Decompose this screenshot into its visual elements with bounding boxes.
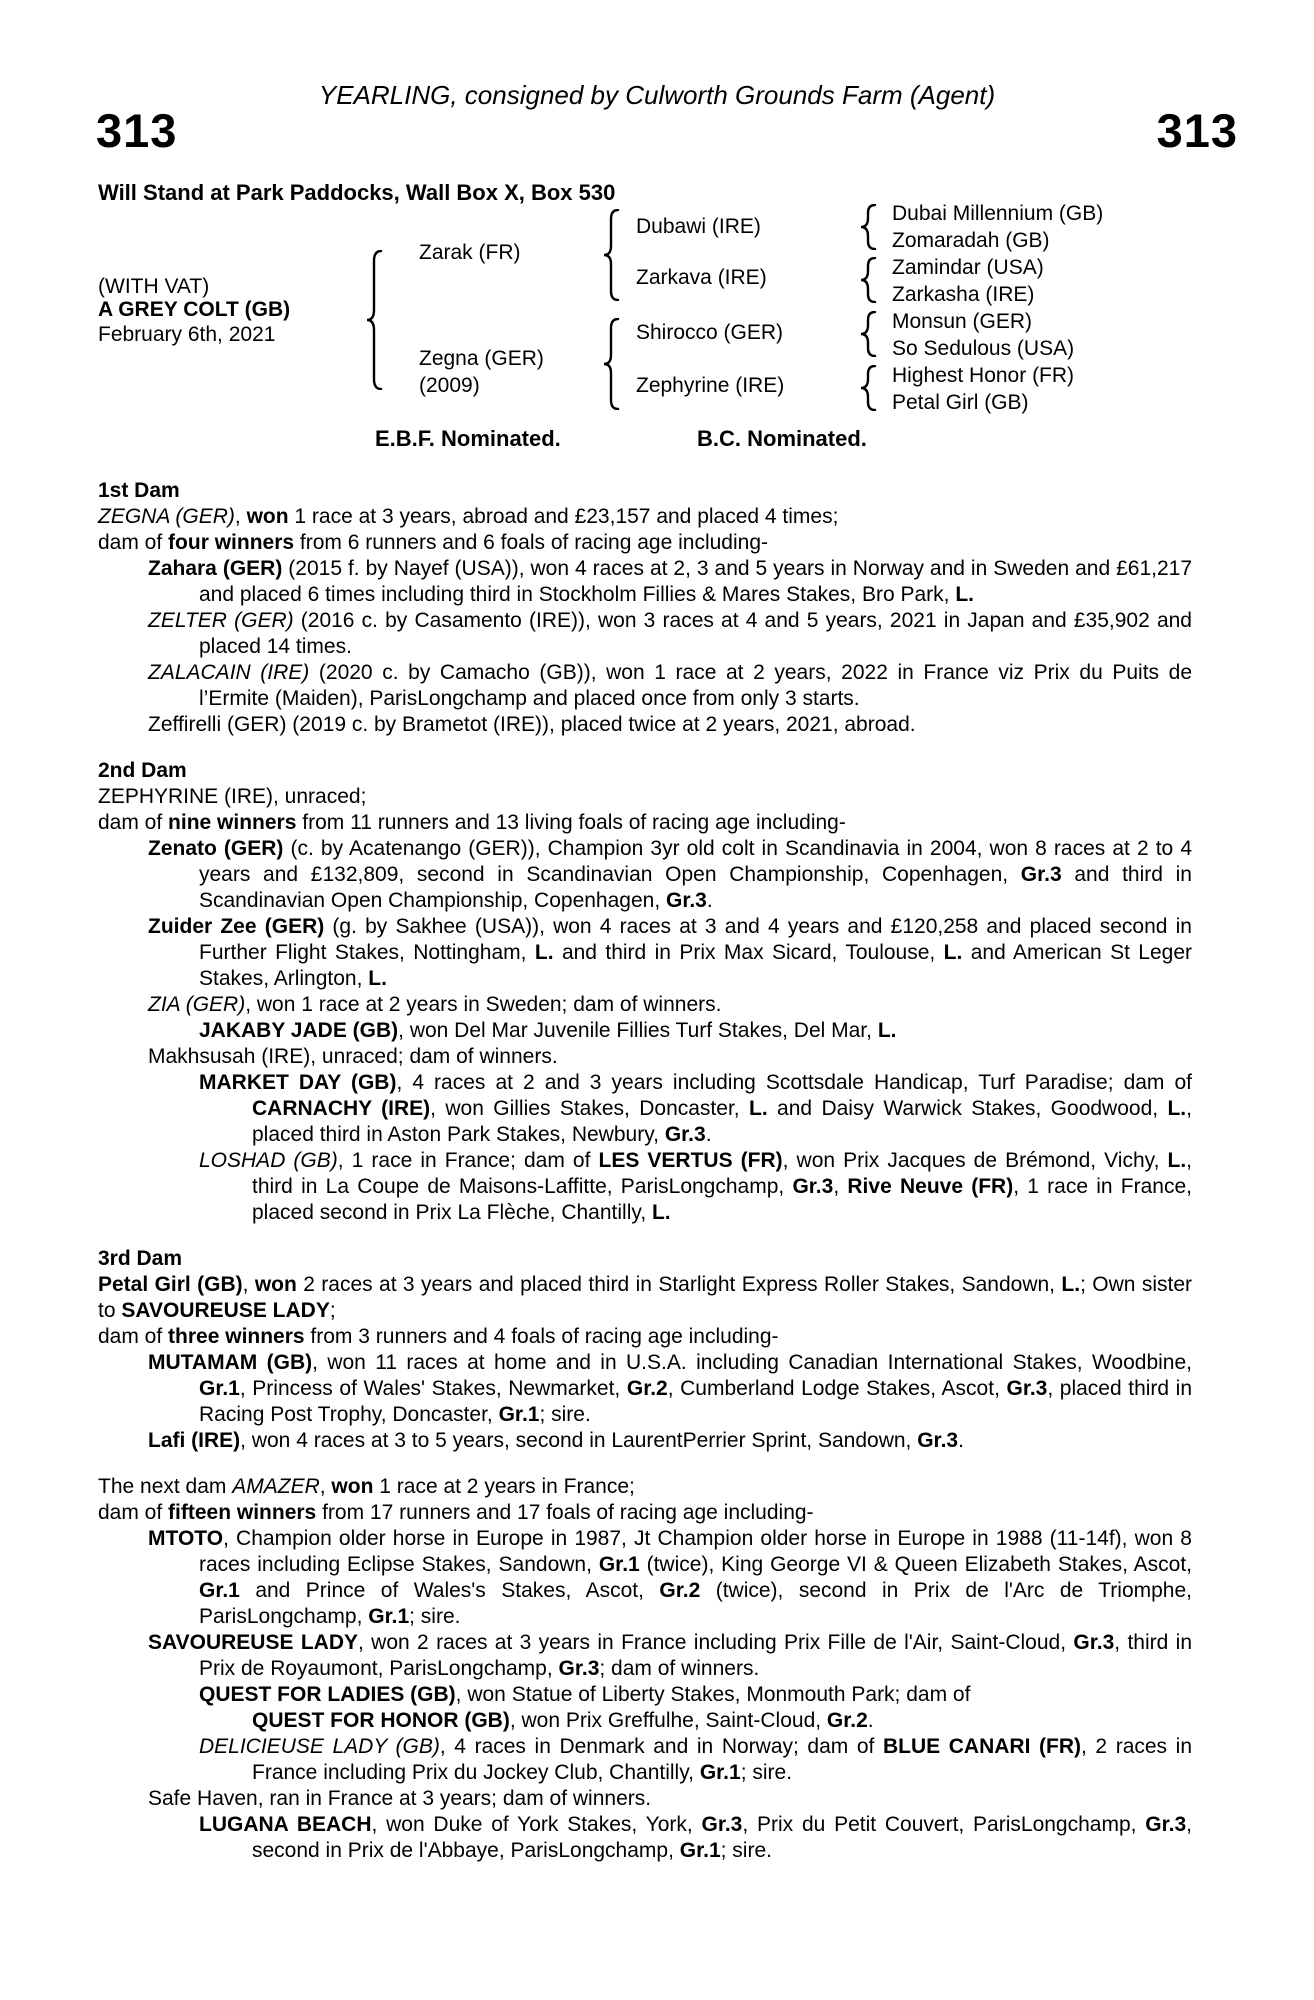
- dam-section-heading: 2nd Dam: [98, 759, 187, 782]
- tree-gg-name: Monsun (GER): [892, 310, 1033, 333]
- pedigree-paragraph: DELICIEUSE LADY (GB), 4 races in Denmark and in Norway; dam of BLUE CANARI (FR), 2 races in France including Prix du Jockey Club, Chantilly, Gr.1; sire.: [199, 1735, 1192, 1784]
- pedigree-paragraph: Zenato (GER) (c. by Acatenango (GER)), Champion 3yr old colt in Scandinavia in 2004, won 8 races at 2 to 4 years and £132,809, second in Scandinavian Open Championship, Copenhagen, Gr.3 and third in Scandinavian Open Championship, Copenhagen, Gr.3.: [148, 837, 1192, 912]
- pedigree-paragraph: MARKET DAY (GB), 4 races at 2 and 3 years including Scottsdale Handicap, Turf Paradise; dam of CARNACHY (IRE), won Gillies Stakes, Doncaster, L. and Daisy Warwick Stakes, Goodwood, L., placed third in Aston Park Stakes, Newbury, Gr.3.: [199, 1071, 1192, 1146]
- pedigree-paragraph: dam of nine winners from 11 runners and 13 living foals of racing age including-: [98, 811, 846, 834]
- pedigree-paragraph: QUEST FOR HONOR (GB), won Prix Greffulhe, Saint-Cloud, Gr.2.: [252, 1709, 874, 1732]
- tree-sire-dam: Zarkava (IRE): [636, 266, 767, 289]
- ebf-nomination: E.B.F. Nominated.: [375, 426, 561, 451]
- pedigree-paragraph: The next dam AMAZER, won 1 race at 2 years in France;: [98, 1475, 635, 1498]
- tree-gg-name: Highest Honor (FR): [892, 364, 1075, 387]
- pedigree-paragraph: dam of four winners from 6 runners and 6 foals of racing age including-: [98, 531, 768, 554]
- pedigree-paragraph: Safe Haven, ran in France at 3 years; dam of winners.: [148, 1787, 652, 1810]
- pedigree-paragraph: QUEST FOR LADIES (GB), won Statue of Liberty Stakes, Monmouth Park; dam of: [199, 1683, 971, 1706]
- brace-icon: [603, 209, 623, 307]
- tree-gg-name: Zarkasha (IRE): [892, 283, 1035, 306]
- pedigree-tree: [98, 200, 1258, 426]
- brace-icon: [860, 365, 880, 417]
- catalogue-text: [98, 478, 1192, 1864]
- lot-number-right: 313: [1156, 104, 1238, 157]
- dam-section-heading: 1st Dam: [98, 479, 180, 502]
- pedigree-paragraph: Zeffirelli (GER) (2019 c. by Brametot (IRE)), placed twice at 2 years, 2021, abroad.: [148, 713, 916, 736]
- pedigree-paragraph: LOSHAD (GB), 1 race in France; dam of LES VERTUS (FR), won Prix Jacques de Brémond, Vichy, L., third in La Coupe de Maisons-Laffitte, ParisLongchamp, Gr.3, Rive Neuve (FR), 1 race in France, placed second in Prix La Flèche, Chantilly, L.: [199, 1149, 1193, 1224]
- pedigree-paragraph: MUTAMAM (GB), won 11 races at home and in U.S.A. including Canadian International Stakes, Woodbine, Gr.1, Princess of Wales' Stakes, Newmarket, Gr.2, Cumberland Lodge Stakes, Ascot, Gr.3, placed third in Racing Post Trophy, Doncaster, Gr.1; sire.: [148, 1351, 1193, 1426]
- brace-icon: [603, 318, 623, 416]
- pedigree-paragraph: dam of three winners from 3 runners and 4 foals of racing age including-: [98, 1325, 779, 1348]
- pedigree-paragraph: JAKABY JADE (GB), won Del Mar Juvenile Fillies Turf Stakes, Del Mar, L.: [199, 1019, 897, 1042]
- pedigree-paragraph: LUGANA BEACH, won Duke of York Stakes, York, Gr.3, Prix du Petit Couvert, ParisLongchamp, Gr.3, second in Prix de l'Abbaye, ParisLongchamp, Gr.1; sire.: [199, 1813, 1192, 1862]
- dam-section-heading: 3rd Dam: [98, 1247, 183, 1270]
- brace-icon: [860, 204, 880, 256]
- brace-icon: [860, 311, 880, 363]
- stand-location-line: Will Stand at Park Paddocks, Wall Box X, Box 530: [98, 180, 616, 205]
- tree-gg-name: Zamindar (USA): [892, 256, 1044, 279]
- tree-gg-name: Petal Girl (GB): [892, 391, 1029, 414]
- consignor-line: YEARLING, consigned by Culworth Grounds Farm (Agent): [318, 80, 996, 110]
- pedigree-paragraph: ZIA (GER), won 1 race at 2 years in Sweden; dam of winners.: [148, 993, 722, 1016]
- tree-gg-name: Dubai Millennium (GB): [892, 202, 1104, 225]
- pedigree-paragraph: MTOTO, Champion older horse in Europe in 1987, Jt Champion older horse in Europe in 1988 (11-14f), won 8 races including Eclipse Stakes, Sandown, Gr.1 (twice), King George VI & Queen Elizabeth Stakes, Ascot, Gr.1 and Prince of Wales's Stakes, Ascot, Gr.2 (twice), second in Prix de l'Arc de Triomphe, ParisLongchamp, Gr.1; sire.: [148, 1527, 1192, 1628]
- tree-gg-name: So Sedulous (USA): [892, 337, 1075, 360]
- tree-dam: Zegna (GER): [419, 347, 544, 370]
- pedigree-paragraph: SAVOUREUSE LADY, won 2 races at 3 years in France including Prix Fille de l'Air, Saint-Cloud, Gr.3, third in Prix de Royaumont, ParisLongchamp, Gr.3; dam of winners.: [148, 1631, 1192, 1680]
- lot-number-left: 313: [96, 104, 178, 157]
- pedigree-paragraph: Zahara (GER) (2015 f. by Nayef (USA)), won 4 races at 2, 3 and 5 years in Norway and in Sweden and £61,217 and placed 6 times including third in Stockholm Fillies & Mares Stakes, Bro Park, L.: [148, 557, 1192, 606]
- colt-name: A GREY COLT (GB): [98, 298, 291, 321]
- tree-dam-year: (2009): [419, 374, 480, 397]
- brace-icon: [860, 257, 880, 309]
- pedigree-paragraph: ZEGNA (GER), won 1 race at 3 years, abroad and £23,157 and placed 4 times;: [98, 505, 839, 528]
- pedigree-paragraph: ZELTER (GER) (2016 c. by Casamento (IRE)), won 3 races at 4 and 5 years, 2021 in Japan and £35,902 and placed 14 times.: [148, 609, 1192, 658]
- pedigree-paragraph: Lafi (IRE), won 4 races at 3 to 5 years, second in LaurentPerrier Sprint, Sandown, Gr.3.: [148, 1429, 964, 1452]
- pedigree-paragraph: Makhsusah (IRE), unraced; dam of winners.: [148, 1045, 558, 1068]
- pedigree-paragraph: ZALACAIN (IRE) (2020 c. by Camacho (GB)), won 1 race at 2 years, 2022 in France viz Prix du Puits de l’Ermite (Maiden), ParisLongchamp and placed once from only 3 starts.: [148, 661, 1192, 710]
- tree-dam-sire: Shirocco (GER): [636, 321, 784, 344]
- vat-note: (WITH VAT): [98, 275, 210, 298]
- pedigree-paragraph: Zuider Zee (GER) (g. by Sakhee (USA)), won 4 races at 3 and 4 years and £120,258 and placed second in Further Flight Stakes, Nottingham, L. and third in Prix Max Sicard, Toulouse, L. and American St Leger Stakes, Arlington, L.: [148, 915, 1193, 990]
- pedigree-paragraph: ZEPHYRINE (IRE), unraced;: [98, 785, 367, 808]
- tree-sire-sire: Dubawi (IRE): [636, 215, 761, 238]
- bc-nomination: B.C. Nominated.: [697, 426, 867, 451]
- brace-icon: [366, 250, 386, 396]
- tree-dam-dam: Zephyrine (IRE): [636, 374, 785, 397]
- tree-sire: Zarak (FR): [419, 241, 521, 264]
- foaling-date: February 6th, 2021: [98, 323, 276, 346]
- pedigree-paragraph: dam of fifteen winners from 17 runners and 17 foals of racing age including-: [98, 1501, 814, 1524]
- pedigree-paragraph: Petal Girl (GB), won 2 races at 3 years and placed third in Starlight Express Roller Stakes, Sandown, L.; Own sister to SAVOUREUSE LADY;: [98, 1273, 1193, 1322]
- tree-gg-name: Zomaradah (GB): [892, 229, 1050, 252]
